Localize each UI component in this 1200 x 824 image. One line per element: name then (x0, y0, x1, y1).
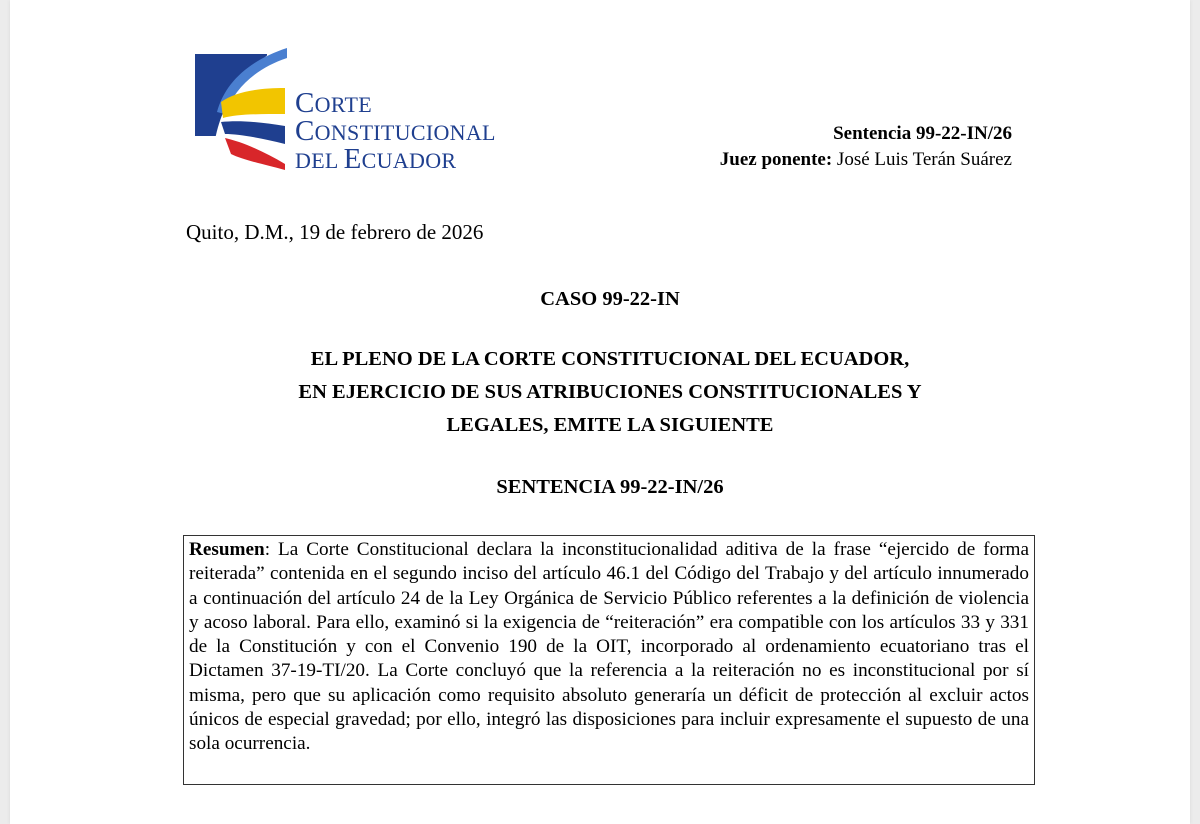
court-logo (195, 42, 525, 177)
court-emblem-icon (195, 42, 295, 177)
summary-box (183, 535, 1035, 785)
document-page (10, 0, 1190, 824)
pleno-line-2: EN EJERCICIO DE SUS ATRIBUCIONES CONSTITUCIONALES Y (298, 381, 922, 403)
summary-text: : La Corte Constitucional declara la inconstitucionalidad aditiva de la frase “ejercido de forma reiterada” contenida en el segundo inciso del artículo 46.1 del Código del Trabajo y del artículo innumerado a continuación del artículo 24 de la Ley Orgánica de Servicio Público referentes a la definición de violencia y acoso laboral. Para ello, examinó si la exigencia de “reiteración” era compatible con los artículos 33 y 331 de la Constitución y con el Convenio 190 de la OIT, incorporado al ordenamiento ecuatoriano tras el Dictamen 37-19-TI/20. La Corte concluyó que la referencia a la reiteración no es inconstitucional por sí misma, pero que su aplicación como requisito absoluto generaría un déficit de protección al excluir actos únicos de especial gravedad; por ello, integró las disposiciones para incluir expresamente el supuesto de una sola ocurrencia. (189, 539, 1029, 755)
sentencia-number: Sentencia 99-22-IN/26 (833, 123, 1012, 144)
summary-label: Resumen (189, 539, 265, 560)
document-header-right (720, 121, 1012, 173)
logo-wordmark (295, 87, 496, 175)
juez-label: Juez ponente: (719, 149, 833, 170)
logo-line-2: CONSTITUCIONAL (295, 115, 496, 147)
juez-name: José Luis Terán Suárez (836, 149, 1012, 170)
logo-line-1: CORTE (295, 87, 372, 119)
pleno-line-1: EL PLENO DE LA CORTE CONSTITUCIONAL DEL ECUADOR, (310, 348, 910, 370)
caso-heading: CASO 99-22-IN (540, 288, 680, 310)
pleno-line-3: LEGALES, EMITE LA SIGUIENTE (446, 414, 774, 436)
document-date: Quito, D.M., 19 de febrero de 2026 (186, 220, 484, 244)
logo-line-3: DEL ECUADOR (295, 143, 457, 175)
sentencia-heading: SENTENCIA 99-22-IN/26 (496, 476, 724, 498)
pleno-heading (186, 343, 1034, 442)
